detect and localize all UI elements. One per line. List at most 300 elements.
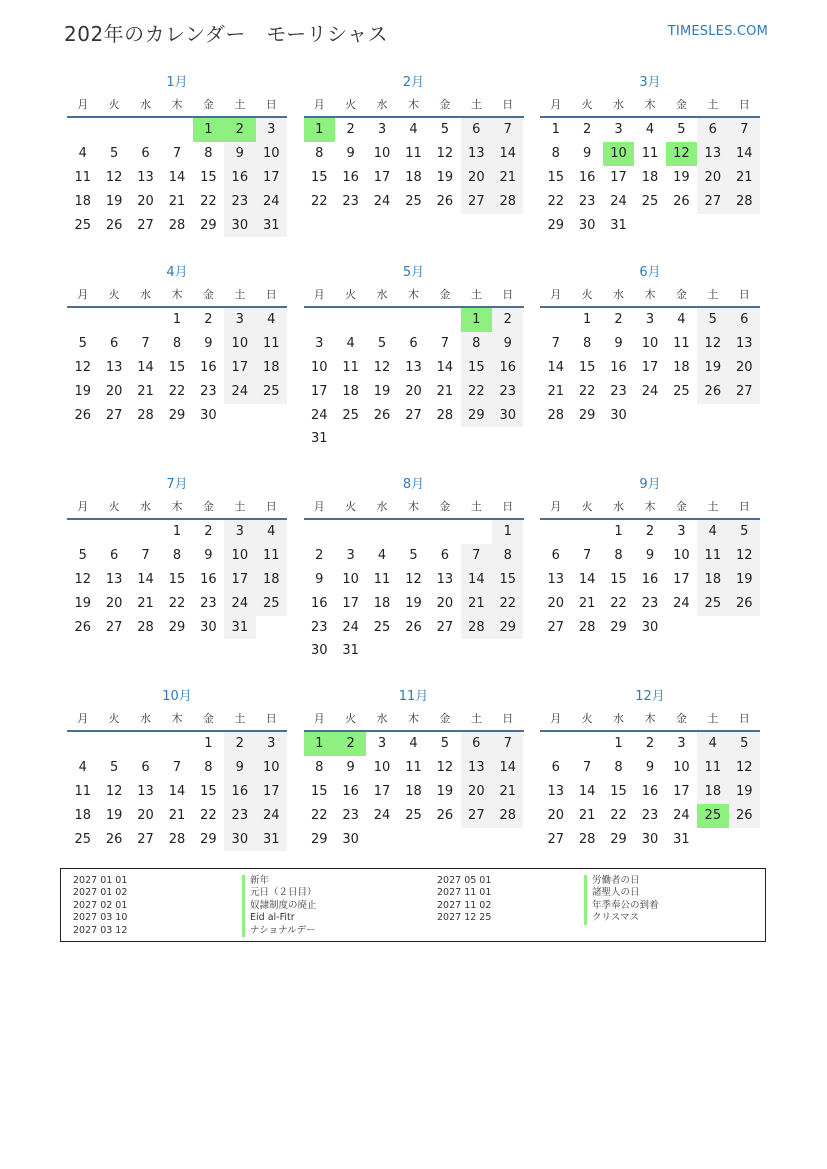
day-cell: 8 bbox=[614, 547, 623, 563]
day-cell: 9 bbox=[204, 547, 213, 563]
day-cell: 10 bbox=[224, 332, 255, 356]
legend-holiday-name: 奴隷制度の廃止 bbox=[242, 900, 317, 912]
day-cell: 14 bbox=[729, 142, 760, 166]
weekday-header bbox=[540, 284, 760, 308]
weekday-label: 月 bbox=[313, 500, 325, 513]
day-cell: 23 bbox=[641, 595, 659, 611]
day-cell: 28 bbox=[137, 619, 154, 635]
day-cell: 3 bbox=[677, 736, 686, 751]
month-name: 2月 bbox=[402, 75, 425, 90]
day-cell: 26 bbox=[74, 407, 91, 423]
day-cell: 12 bbox=[405, 571, 422, 587]
day-cell: 9 bbox=[224, 142, 255, 166]
legend-date: 2027 02 01 bbox=[73, 899, 128, 911]
day-cell: 12 bbox=[105, 783, 123, 799]
empty-cell bbox=[398, 308, 429, 332]
legend-dates-column-1 bbox=[73, 875, 127, 937]
day-cell: 30 bbox=[641, 831, 659, 847]
day-cell: 7 bbox=[729, 118, 760, 142]
empty-cell bbox=[366, 308, 397, 332]
month-name: 5月 bbox=[402, 265, 425, 280]
month-name: 6月 bbox=[639, 265, 661, 280]
day-cell: 26 bbox=[436, 193, 454, 209]
day-cell: 18 bbox=[673, 359, 690, 375]
day-cell: 19 bbox=[729, 780, 760, 804]
empty-cell bbox=[130, 732, 161, 756]
day-cell: 3 bbox=[677, 524, 686, 539]
day-grid bbox=[67, 732, 287, 851]
weekday-label: 水 bbox=[140, 500, 152, 513]
empty-cell bbox=[98, 520, 129, 544]
day-cell: 26 bbox=[373, 407, 391, 423]
day-cell: 26 bbox=[105, 217, 123, 233]
day-cell: 1 bbox=[582, 312, 592, 327]
day-cell: 28 bbox=[547, 407, 564, 423]
day-cell: 31 bbox=[610, 217, 627, 233]
day-cell: 25 bbox=[342, 407, 359, 423]
day-cell: 21 bbox=[492, 166, 523, 190]
day-cell: 27 bbox=[436, 619, 454, 635]
legend-holiday-name: 新年 bbox=[242, 875, 317, 887]
day-cell: 25 bbox=[673, 383, 690, 399]
day-cell: 27 bbox=[697, 190, 728, 214]
weekday-label: 火 bbox=[108, 500, 120, 513]
day-cell: 12 bbox=[105, 169, 123, 185]
weekday-label: 火 bbox=[345, 712, 357, 725]
day-cell: 16 bbox=[200, 571, 217, 587]
weekday-label: 金 bbox=[439, 712, 451, 725]
day-cell: 26 bbox=[673, 193, 690, 209]
day-cell: 24 bbox=[256, 190, 287, 214]
day-cell: 5 bbox=[109, 145, 119, 161]
day-cell: 6 bbox=[461, 118, 492, 142]
day-cell: 25 bbox=[405, 193, 422, 209]
day-cell: 3 bbox=[256, 118, 287, 142]
empty-cell bbox=[67, 118, 98, 142]
weekday-label: 木 bbox=[171, 288, 183, 301]
day-cell: 7 bbox=[582, 547, 592, 563]
month-calendar bbox=[540, 474, 760, 686]
day-cell: 9 bbox=[224, 756, 255, 780]
day-cell: 17 bbox=[673, 783, 690, 799]
day-cell: 27 bbox=[105, 407, 123, 423]
day-cell: 18 bbox=[74, 807, 91, 823]
day-cell: 22 bbox=[610, 807, 627, 823]
day-cell: 21 bbox=[137, 595, 154, 611]
weekday-label: 金 bbox=[439, 288, 451, 301]
legend-date: 2027 11 02 bbox=[437, 899, 492, 911]
day-cell: 9 bbox=[204, 335, 213, 351]
weekday-label: 金 bbox=[202, 98, 214, 111]
day-cell: 20 bbox=[105, 383, 123, 399]
empty-cell bbox=[335, 520, 366, 544]
day-cell: 29 bbox=[168, 407, 186, 423]
day-cell: 17 bbox=[310, 383, 328, 399]
day-cell: 22 bbox=[200, 807, 217, 823]
day-cell: 30 bbox=[224, 828, 255, 852]
day-cell: 24 bbox=[224, 380, 255, 404]
day-cell: 11 bbox=[342, 359, 359, 375]
day-cell: 18 bbox=[405, 783, 422, 799]
legend-holiday-name: Eid al-Fitr bbox=[242, 912, 317, 924]
day-cell: 29 bbox=[200, 831, 217, 847]
day-cell: 27 bbox=[137, 831, 154, 847]
weekday-label: 金 bbox=[202, 288, 214, 301]
day-cell: 10 bbox=[256, 142, 287, 166]
day-cell: 27 bbox=[461, 804, 492, 828]
day-cell: 6 bbox=[461, 732, 492, 756]
empty-cell bbox=[161, 118, 192, 142]
day-cell: 6 bbox=[141, 759, 150, 775]
day-cell: 21 bbox=[461, 592, 492, 616]
day-cell: 11 bbox=[641, 145, 659, 161]
day-cell: 20 bbox=[436, 595, 454, 611]
day-cell: 11 bbox=[74, 169, 91, 185]
day-cell: 30 bbox=[610, 407, 627, 423]
day-cell: 3 bbox=[346, 547, 355, 563]
day-grid bbox=[304, 520, 524, 663]
day-cell: 16 bbox=[641, 571, 659, 587]
day-cell: 1 bbox=[614, 524, 623, 539]
day-cell: 20 bbox=[461, 780, 492, 804]
day-cell: 25 bbox=[256, 380, 287, 404]
day-cell: 8 bbox=[492, 544, 523, 568]
day-cell: 30 bbox=[200, 619, 217, 635]
weekday-label: 木 bbox=[644, 288, 656, 301]
weekday-label: 土 bbox=[234, 500, 246, 513]
day-cell: 12 bbox=[74, 571, 91, 587]
month-name: 4月 bbox=[166, 265, 188, 280]
day-cell: 24 bbox=[310, 407, 328, 423]
legend-date: 2027 05 01 bbox=[437, 875, 492, 886]
day-cell: 7 bbox=[141, 335, 150, 351]
day-cell: 24 bbox=[673, 595, 690, 611]
weekday-label: 土 bbox=[234, 288, 246, 301]
day-cell: 15 bbox=[200, 169, 217, 185]
day-cell: 11 bbox=[405, 145, 422, 161]
holiday-legend bbox=[60, 868, 766, 942]
day-cell: 19 bbox=[74, 595, 91, 611]
day-cell: 5 bbox=[677, 122, 686, 137]
day-cell: 6 bbox=[551, 547, 560, 563]
day-cell: 12 bbox=[436, 145, 454, 161]
weekday-label: 日 bbox=[502, 98, 514, 111]
holiday-day-cell: 1 bbox=[461, 308, 492, 332]
legend-date: 2027 01 01 bbox=[73, 875, 128, 886]
weekday-label: 水 bbox=[613, 500, 625, 513]
weekday-label: 月 bbox=[77, 288, 89, 301]
weekday-header bbox=[67, 94, 287, 118]
day-cell: 25 bbox=[405, 807, 422, 823]
day-cell: 21 bbox=[436, 383, 454, 399]
day-cell: 5 bbox=[729, 520, 760, 544]
month-calendar bbox=[67, 72, 287, 262]
day-cell: 13 bbox=[105, 359, 123, 375]
empty-cell bbox=[130, 520, 161, 544]
day-cell: 9 bbox=[645, 547, 655, 563]
day-cell: 25 bbox=[697, 592, 728, 616]
legend-names-column-2 bbox=[584, 875, 659, 925]
day-cell: 5 bbox=[697, 308, 728, 332]
weekday-label: 月 bbox=[550, 712, 562, 725]
weekday-label: 火 bbox=[108, 712, 120, 725]
day-cell: 24 bbox=[224, 592, 255, 616]
day-cell: 4 bbox=[256, 520, 287, 544]
day-cell: 16 bbox=[578, 169, 596, 185]
day-cell: 22 bbox=[168, 383, 186, 399]
day-cell: 29 bbox=[461, 404, 492, 428]
day-cell: 15 bbox=[168, 359, 186, 375]
weekday-label: 木 bbox=[171, 712, 183, 725]
day-cell: 26 bbox=[729, 804, 760, 828]
empty-cell bbox=[98, 732, 129, 756]
day-cell: 21 bbox=[492, 780, 523, 804]
weekday-label: 金 bbox=[675, 288, 687, 301]
day-cell: 30 bbox=[224, 214, 255, 238]
empty-cell bbox=[540, 732, 571, 756]
day-cell: 3 bbox=[614, 122, 623, 137]
month-name: 3月 bbox=[639, 75, 661, 90]
day-cell: 5 bbox=[377, 335, 387, 351]
day-cell: 10 bbox=[342, 571, 359, 587]
day-cell: 1 bbox=[492, 520, 523, 544]
weekday-label: 金 bbox=[439, 500, 451, 513]
day-cell: 8 bbox=[582, 335, 592, 351]
day-cell: 20 bbox=[729, 356, 760, 380]
day-cell: 2 bbox=[645, 524, 655, 539]
day-cell: 9 bbox=[645, 759, 655, 775]
day-cell: 18 bbox=[405, 169, 422, 185]
day-cell: 16 bbox=[224, 780, 255, 804]
weekday-label: 月 bbox=[313, 712, 325, 725]
day-cell: 25 bbox=[74, 217, 91, 233]
weekday-header bbox=[304, 94, 524, 118]
weekday-header bbox=[304, 284, 524, 308]
day-cell: 30 bbox=[200, 407, 217, 423]
weekday-label: 木 bbox=[644, 98, 656, 111]
weekday-label: 木 bbox=[407, 500, 419, 513]
day-cell: 17 bbox=[224, 356, 255, 380]
weekday-label: 土 bbox=[470, 98, 482, 111]
day-cell: 4 bbox=[677, 312, 686, 327]
day-cell: 6 bbox=[697, 118, 728, 142]
day-cell: 23 bbox=[578, 193, 596, 209]
day-cell: 12 bbox=[729, 756, 760, 780]
weekday-label: 日 bbox=[738, 288, 750, 301]
weekday-label: 月 bbox=[550, 98, 562, 111]
day-cell: 17 bbox=[610, 169, 627, 185]
legend-date: 2027 11 01 bbox=[437, 887, 492, 899]
day-cell: 10 bbox=[641, 335, 659, 351]
day-cell: 2 bbox=[224, 732, 255, 756]
day-cell: 11 bbox=[256, 544, 287, 568]
weekday-label: 金 bbox=[675, 712, 687, 725]
month-calendar bbox=[540, 72, 760, 262]
day-cell: 26 bbox=[436, 807, 454, 823]
day-cell: 8 bbox=[461, 332, 492, 356]
legend-date: 2027 03 12 bbox=[73, 924, 128, 936]
holiday-day-cell: 10 bbox=[603, 142, 634, 166]
weekday-label: 水 bbox=[376, 712, 388, 725]
holiday-day-cell: 1 bbox=[304, 732, 335, 756]
month-name: 8月 bbox=[402, 477, 425, 492]
day-cell: 9 bbox=[582, 145, 592, 161]
day-cell: 14 bbox=[168, 783, 186, 799]
day-cell: 14 bbox=[461, 568, 492, 592]
day-cell: 1 bbox=[204, 736, 213, 751]
day-cell: 18 bbox=[74, 193, 91, 209]
weekday-label: 日 bbox=[265, 98, 277, 111]
day-cell: 11 bbox=[697, 756, 728, 780]
day-cell: 22 bbox=[200, 193, 217, 209]
day-cell: 2 bbox=[315, 547, 324, 563]
day-cell: 21 bbox=[547, 383, 564, 399]
day-cell: 29 bbox=[610, 619, 627, 635]
empty-cell bbox=[366, 520, 397, 544]
day-cell: 4 bbox=[697, 732, 728, 756]
weekday-label: 月 bbox=[77, 712, 89, 725]
day-cell: 29 bbox=[168, 619, 186, 635]
weekday-label: 火 bbox=[108, 288, 120, 301]
weekday-header bbox=[304, 496, 524, 520]
legend-names-column-1 bbox=[242, 875, 317, 937]
weekday-label: 金 bbox=[439, 98, 451, 111]
day-cell: 8 bbox=[172, 547, 182, 563]
weekday-label: 土 bbox=[234, 98, 246, 111]
weekday-label: 日 bbox=[738, 712, 750, 725]
holiday-day-cell: 12 bbox=[666, 142, 697, 166]
day-cell: 20 bbox=[137, 807, 154, 823]
day-cell: 17 bbox=[373, 783, 391, 799]
day-cell: 13 bbox=[405, 359, 422, 375]
day-cell: 14 bbox=[578, 571, 596, 587]
day-cell: 13 bbox=[461, 142, 492, 166]
empty-cell bbox=[461, 520, 492, 544]
month-name: 9月 bbox=[639, 477, 661, 492]
weekday-label: 土 bbox=[707, 288, 719, 301]
day-cell: 12 bbox=[729, 544, 760, 568]
day-cell: 2 bbox=[582, 122, 592, 137]
day-cell: 14 bbox=[137, 571, 154, 587]
day-cell: 23 bbox=[492, 380, 523, 404]
day-cell: 10 bbox=[256, 756, 287, 780]
weekday-label: 木 bbox=[644, 712, 656, 725]
day-cell: 22 bbox=[547, 193, 564, 209]
empty-cell bbox=[571, 520, 602, 544]
day-cell: 11 bbox=[697, 544, 728, 568]
day-cell: 13 bbox=[137, 169, 154, 185]
month-calendar bbox=[304, 686, 524, 866]
day-cell: 15 bbox=[547, 169, 564, 185]
day-cell: 22 bbox=[492, 592, 523, 616]
weekday-label: 日 bbox=[502, 288, 514, 301]
day-cell: 16 bbox=[224, 166, 255, 190]
day-cell: 11 bbox=[373, 571, 391, 587]
weekday-label: 日 bbox=[502, 500, 514, 513]
empty-cell bbox=[130, 308, 161, 332]
day-cell: 5 bbox=[109, 759, 119, 775]
month-name: 10月 bbox=[162, 689, 192, 704]
day-cell: 19 bbox=[697, 356, 728, 380]
day-grid bbox=[540, 520, 760, 639]
day-cell: 18 bbox=[256, 568, 287, 592]
day-cell: 11 bbox=[74, 783, 91, 799]
day-cell: 4 bbox=[256, 308, 287, 332]
site-brand-link[interactable]: TIMESLES.COM bbox=[667, 24, 768, 39]
day-cell: 30 bbox=[578, 217, 596, 233]
weekday-label: 土 bbox=[470, 500, 482, 513]
weekday-label: 日 bbox=[502, 712, 514, 725]
day-cell: 9 bbox=[614, 335, 623, 351]
holiday-day-cell: 1 bbox=[193, 118, 224, 142]
day-cell: 17 bbox=[342, 595, 359, 611]
day-cell: 23 bbox=[610, 383, 627, 399]
day-cell: 2 bbox=[204, 524, 213, 539]
day-cell: 19 bbox=[673, 169, 690, 185]
day-cell: 28 bbox=[168, 831, 186, 847]
day-cell: 6 bbox=[440, 547, 450, 563]
day-cell: 18 bbox=[697, 568, 728, 592]
month-calendar bbox=[304, 474, 524, 686]
day-cell: 16 bbox=[342, 783, 359, 799]
day-cell: 25 bbox=[256, 592, 287, 616]
day-cell: 6 bbox=[551, 759, 560, 775]
month-calendar bbox=[67, 686, 287, 866]
legend-holiday-name: 諸聖人の日 bbox=[584, 887, 659, 899]
weekday-label: 土 bbox=[707, 712, 719, 725]
weekday-label: 月 bbox=[77, 98, 89, 111]
day-cell: 22 bbox=[610, 595, 627, 611]
day-cell: 8 bbox=[315, 759, 324, 775]
day-cell: 10 bbox=[373, 145, 391, 161]
holiday-day-cell: 2 bbox=[335, 732, 366, 756]
day-cell: 18 bbox=[697, 780, 728, 804]
day-cell: 7 bbox=[141, 547, 150, 563]
day-cell: 17 bbox=[224, 568, 255, 592]
weekday-label: 日 bbox=[265, 500, 277, 513]
day-cell: 17 bbox=[256, 166, 287, 190]
month-calendar bbox=[67, 474, 287, 686]
day-cell: 29 bbox=[578, 407, 596, 423]
day-cell: 9 bbox=[346, 145, 355, 161]
weekday-label: 金 bbox=[202, 712, 214, 725]
legend-date: 2027 03 10 bbox=[73, 912, 128, 924]
day-cell: 27 bbox=[105, 619, 123, 635]
day-grid bbox=[67, 308, 287, 427]
day-cell: 22 bbox=[578, 383, 596, 399]
weekday-label: 水 bbox=[140, 712, 152, 725]
day-cell: 4 bbox=[645, 122, 655, 137]
day-cell: 7 bbox=[461, 544, 492, 568]
day-cell: 14 bbox=[168, 169, 186, 185]
weekday-header bbox=[540, 496, 760, 520]
day-cell: 6 bbox=[729, 308, 760, 332]
month-name: 12月 bbox=[635, 689, 665, 704]
day-cell: 17 bbox=[673, 571, 690, 587]
day-cell: 19 bbox=[105, 807, 123, 823]
day-cell: 28 bbox=[578, 619, 596, 635]
day-cell: 15 bbox=[310, 169, 328, 185]
day-cell: 21 bbox=[729, 166, 760, 190]
day-cell: 24 bbox=[373, 807, 391, 823]
day-cell: 2 bbox=[492, 308, 523, 332]
empty-cell bbox=[540, 520, 571, 544]
empty-cell bbox=[67, 520, 98, 544]
day-cell: 27 bbox=[461, 190, 492, 214]
legend-date: 2027 12 25 bbox=[437, 912, 492, 924]
day-cell: 27 bbox=[137, 217, 154, 233]
day-cell: 9 bbox=[315, 571, 324, 587]
